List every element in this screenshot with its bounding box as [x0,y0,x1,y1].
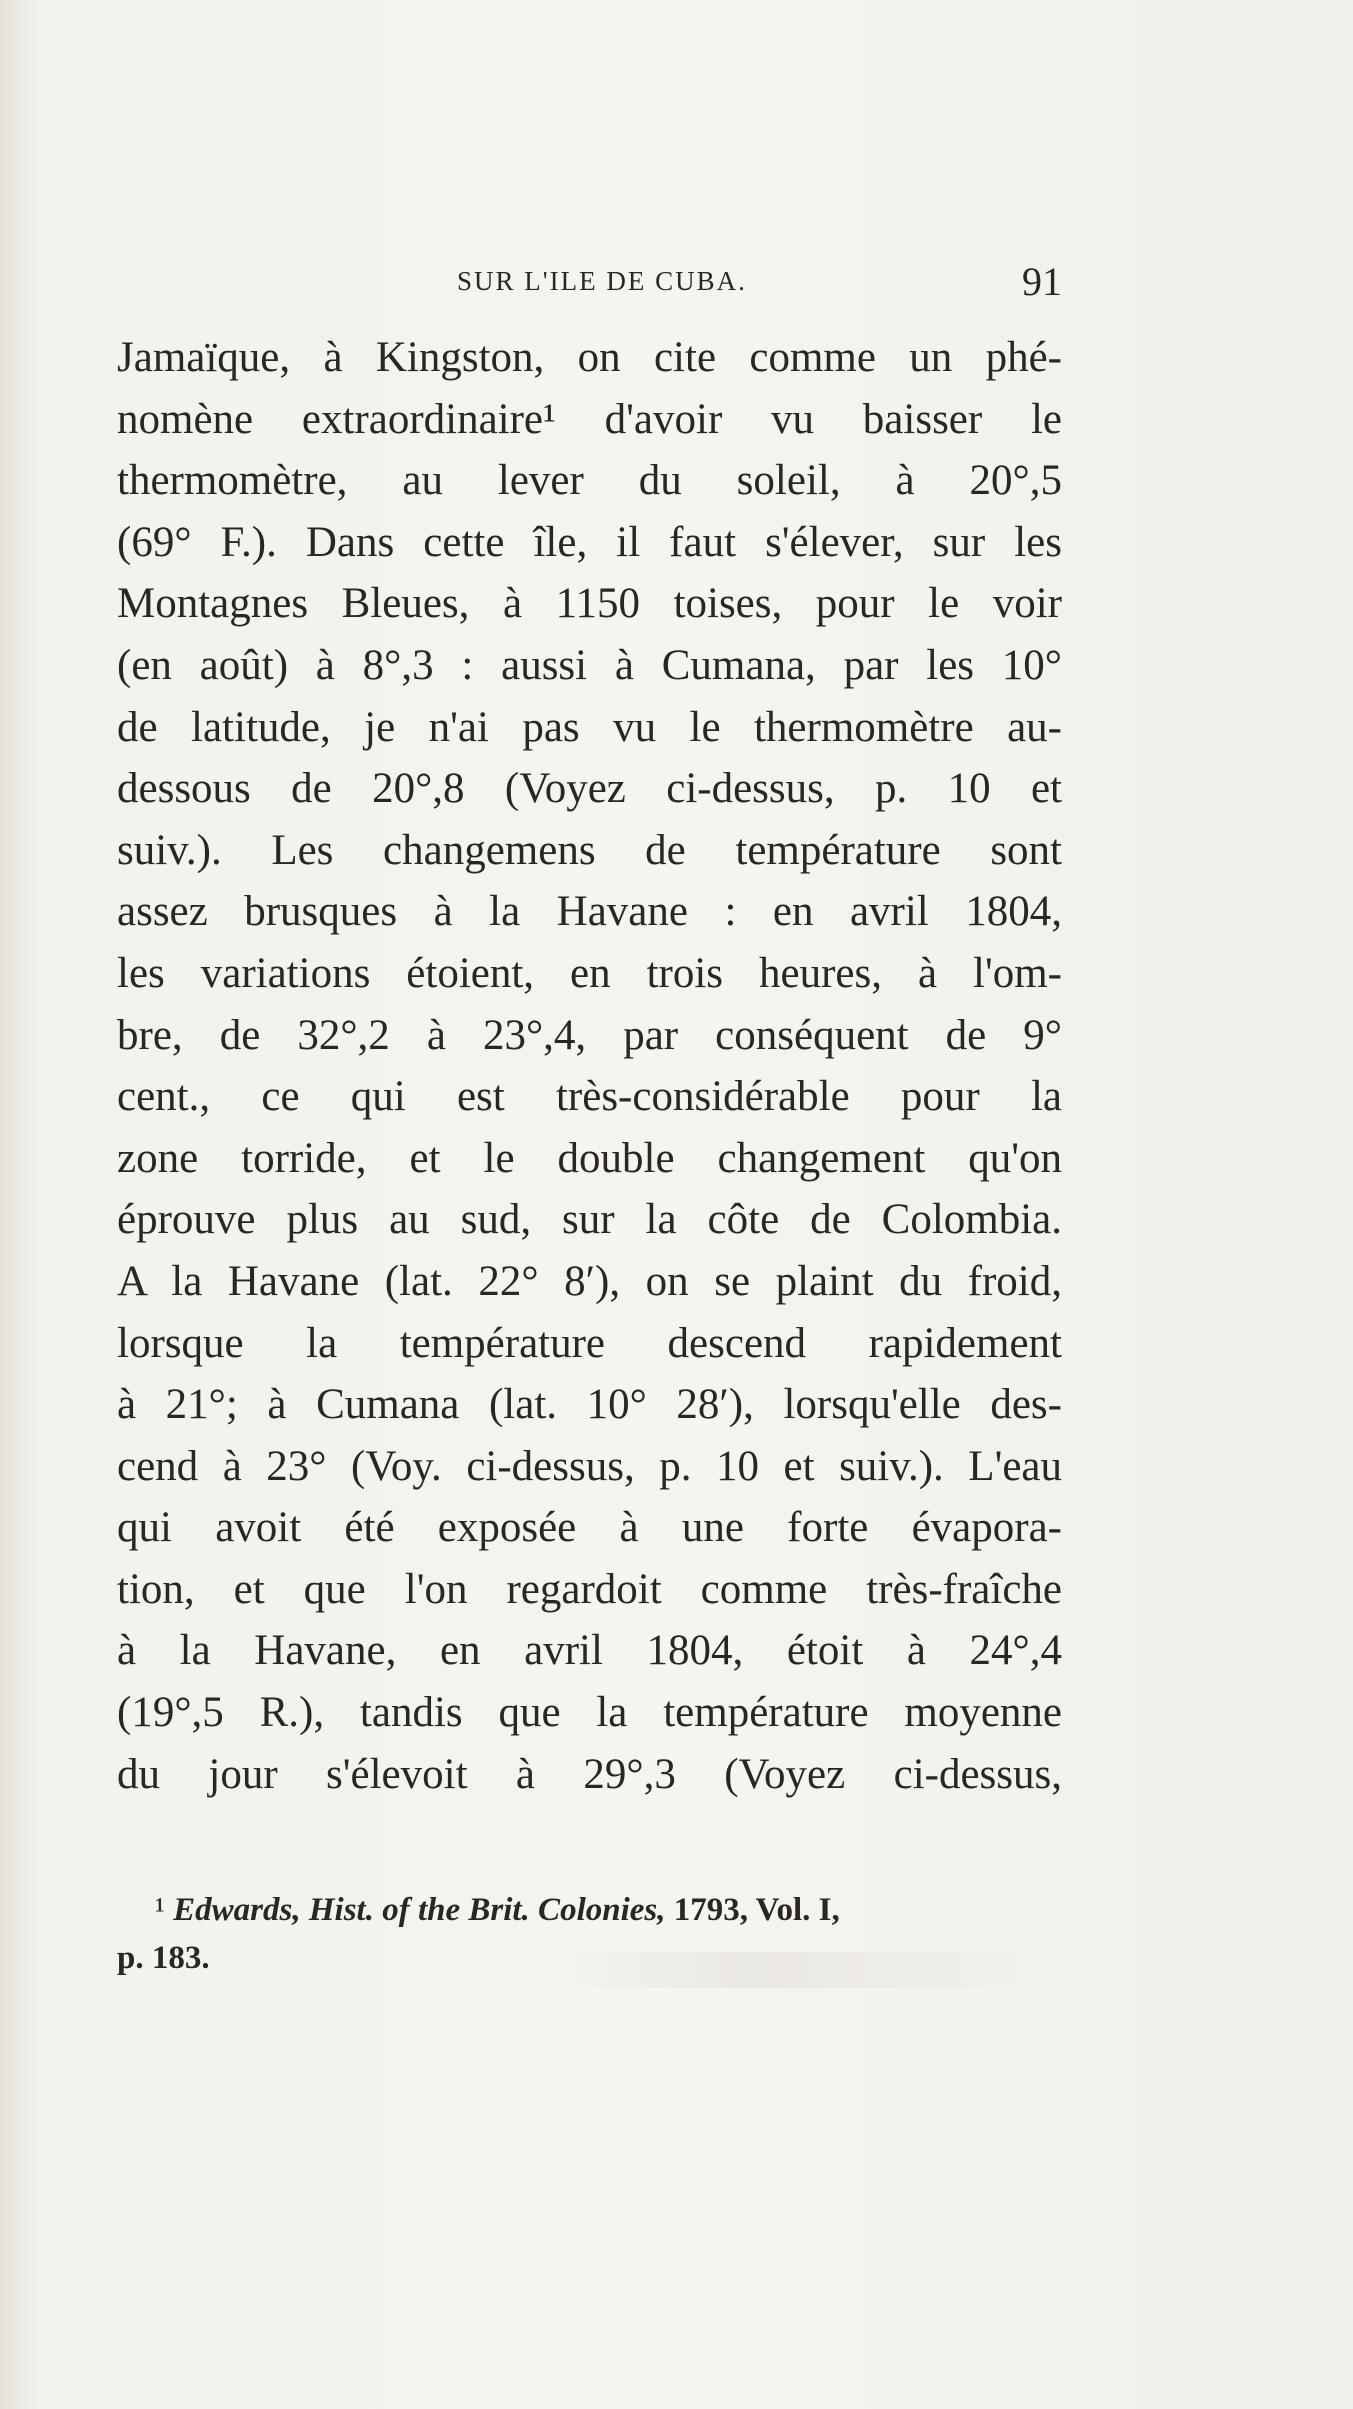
text-line: suiv.). Les changemens de température sont [117,826,1062,874]
text-line: de latitude, je n'ai pas vu le thermomètre au- [117,703,1062,751]
text-line: éprouve plus au sud, sur la côte de Colombia. [117,1196,1062,1244]
text-line: assez brusques à la Havane : en avril 1804, [117,888,1062,936]
page-header [117,258,1062,308]
text-line: lorsque la température descend rapidement [117,1319,1062,1367]
text-line: (69° F.). Dans cette île, il faut s'élever, sur les [117,518,1062,566]
text-line: qui avoit été exposée à une forte évapora- [117,1504,1062,1552]
text-line: zone torride, et le double changement qu'on [117,1134,1062,1182]
text-line: dessous de 20°,8 (Voyez ci-dessus, p. 10 et [117,765,1062,813]
text-line: (en août) à 8°,3 : aussi à Cumana, par les 10° [117,641,1062,689]
text-line: à la Havane, en avril 1804, étoit à 24°,4 [117,1627,1062,1675]
text-line: nomène extraordinaire¹ d'avoir vu baisser le [117,395,1062,443]
text-line: A la Havane (lat. 22° 8′), on se plaint du froid, [117,1257,1062,1305]
text-line: cend à 23° (Voy. ci-dessus, p. 10 et suiv.). L'eau [117,1442,1062,1490]
text-line: bre, de 32°,2 à 23°,4, par conséquent de 9° [117,1011,1062,1059]
footnote-citation: Edwards, Hist. of the Brit. Colonies, [173,1892,666,1928]
text-line: à 21°; à Cumana (lat. 10° 28′), lorsqu'elle des- [117,1381,1062,1429]
footnote-page: p. 183. [117,1940,210,1976]
text-line: thermomètre, au lever du soleil, à 20°,5 [117,457,1062,505]
footnote-marker: ¹ [155,1892,165,1928]
footnote-line [117,1886,1062,1934]
text-line: les variations étoient, en trois heures, à l'om- [117,949,1062,997]
page-number: 91 [1022,259,1062,304]
text-line: du jour s'élevoit à 29°,3 (Voyez ci-dessus, [117,1750,1062,1798]
text-line: cent., ce qui est très-considérable pour la [117,1073,1062,1121]
footnote-volume: 1793, Vol. I, [673,1892,840,1928]
show-through-text [560,1952,1040,1988]
text-line: Jamaïque, à Kingston, on cite comme un phé- [117,334,1062,381]
text-line: tion, et que l'on regardoit comme très-fraîche [117,1565,1062,1613]
running-head: SUR L'ILE DE CUBA. [457,266,747,296]
text-line: Montagnes Bleues, à 1150 toises, pour le voir [117,580,1062,628]
text-line: (19°,5 R.), tandis que la température moyenne [117,1689,1062,1737]
body-text [117,327,1062,1805]
